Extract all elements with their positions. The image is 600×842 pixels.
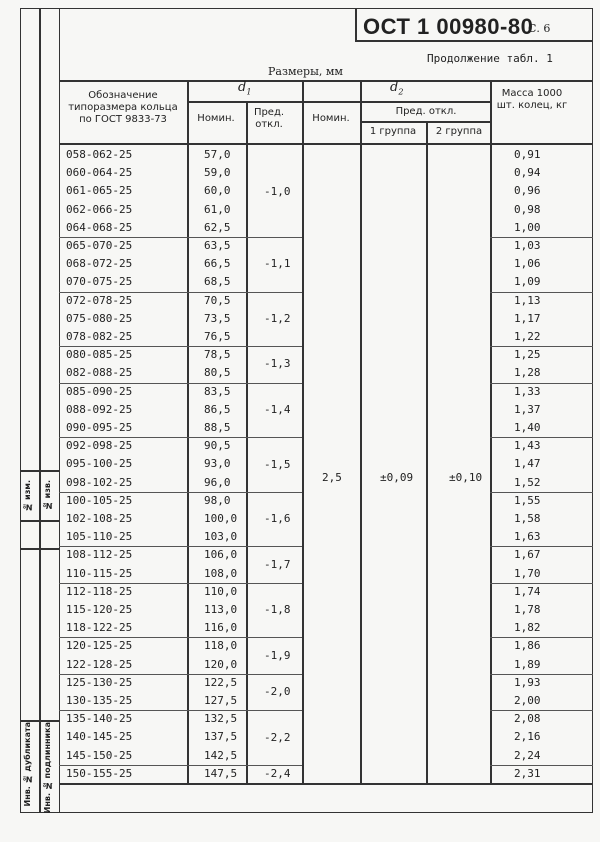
row-d1-tolerance: -1,9 [264, 648, 291, 662]
row-designation: 108-112-25 [66, 548, 133, 562]
row-designation: 088-092-25 [66, 402, 133, 416]
row-mass: 1,06 [514, 257, 541, 271]
row-designation: 105-110-25 [66, 530, 133, 544]
continuation-label: Продолжение табл. 1 [427, 52, 553, 65]
row-mass: 1,74 [514, 584, 541, 598]
d2-tol-group2-value: ±0,10 [449, 471, 483, 484]
side-strip-rule [20, 548, 59, 550]
row-mass: 1,89 [514, 657, 541, 671]
row-d1-nominal: 66,5 [204, 257, 231, 271]
table-rule [490, 710, 593, 711]
row-d1-nominal: 132,5 [204, 712, 238, 726]
table-rule [490, 346, 593, 347]
col-header-d2-nominal: Номин. [312, 113, 350, 124]
col-header-designation: Обозначение типоразмера кольца по ГОСТ 9833-73 [68, 90, 178, 125]
table-rule [490, 80, 492, 783]
row-d1-nominal: 68,5 [204, 275, 231, 289]
side-label-no-izm: № изм. [23, 480, 32, 512]
row-designation: 078-082-25 [66, 330, 133, 343]
row-d1-nominal: 108,0 [204, 566, 238, 580]
row-d1-nominal: 113,0 [204, 603, 238, 616]
row-mass: 1,55 [514, 493, 541, 507]
table-rule [302, 80, 304, 783]
row-mass: 1,52 [514, 475, 541, 489]
side-strip-rule [20, 470, 59, 472]
row-d1-tolerance: -1,7 [264, 557, 291, 571]
row-mass: 1,82 [514, 621, 541, 635]
row-d1-tolerance: -1,0 [264, 184, 291, 198]
row-mass: 0,98 [514, 202, 541, 216]
row-mass: 1,28 [514, 366, 541, 380]
row-d1-nominal: 61,0 [204, 202, 231, 216]
row-designation: 140-145-25 [66, 730, 133, 744]
table-rule [490, 637, 593, 638]
row-designation: 062-066-25 [66, 202, 133, 216]
row-designation: 118-122-25 [66, 621, 133, 635]
row-d1-nominal: 100,0 [204, 512, 238, 525]
row-designation: 080-085-25 [66, 348, 133, 362]
row-designation: 130-135-25 [66, 694, 133, 707]
row-designation: 072-078-25 [66, 293, 133, 307]
table-rule [490, 237, 593, 238]
row-mass: 1,33 [514, 384, 541, 398]
row-d1-nominal: 93,0 [204, 457, 231, 471]
table-rule [490, 546, 593, 547]
row-d1-nominal: 62,5 [204, 220, 231, 234]
row-mass: 2,16 [514, 730, 541, 744]
row-d1-tolerance: -2,0 [264, 685, 291, 698]
row-mass: 1,86 [514, 639, 541, 653]
row-designation: 058-062-25 [66, 148, 133, 161]
page-frame [59, 8, 593, 813]
row-designation: 125-130-25 [66, 675, 133, 689]
row-d1-nominal: 57,0 [204, 148, 231, 161]
table-rule [426, 121, 428, 783]
row-d1-tolerance: -2,2 [264, 730, 291, 744]
row-designation: 060-064-25 [66, 166, 133, 180]
row-d1-nominal: 86,5 [204, 402, 231, 416]
col-header-group2: 2 группа [435, 126, 483, 137]
row-d1-tolerance: -1,4 [264, 402, 291, 416]
d2-tol-group1-value: ±0,09 [380, 471, 414, 484]
row-d1-nominal: 116,0 [204, 621, 238, 635]
table-rule [490, 492, 593, 493]
row-d1-nominal: 70,5 [204, 293, 231, 307]
row-designation: 075-080-25 [66, 311, 133, 325]
row-mass: 1,09 [514, 275, 541, 289]
row-designation: 102-108-25 [66, 512, 133, 525]
page-number: С. 6 [528, 22, 551, 35]
row-d1-nominal: 59,0 [204, 166, 231, 180]
title-block-divider [355, 8, 357, 40]
table-rule [360, 80, 362, 783]
row-mass: 1,78 [514, 603, 541, 616]
document-number: ОСТ 1 00980-80 [363, 14, 534, 39]
table-rule [59, 80, 593, 82]
row-d1-nominal: 76,5 [204, 330, 231, 343]
row-mass: 1,37 [514, 402, 541, 416]
row-designation: 090-095-25 [66, 421, 133, 434]
row-d1-tolerance: -1,6 [264, 512, 291, 526]
row-d1-nominal: 90,5 [204, 439, 231, 453]
table-rule [490, 583, 593, 584]
row-designation: 112-118-25 [66, 584, 133, 598]
row-mass: 1,13 [514, 293, 541, 307]
row-d1-nominal: 96,0 [204, 475, 231, 489]
row-mass: 0,96 [514, 184, 541, 198]
table-rule [59, 143, 593, 145]
d2-nominal-value: 2,5 [322, 471, 342, 484]
row-designation: 065-070-25 [66, 239, 133, 252]
row-d1-nominal: 98,0 [204, 493, 231, 507]
row-d1-nominal: 118,0 [204, 639, 238, 653]
table-rule [246, 101, 248, 783]
row-mass: 1,40 [514, 421, 541, 434]
row-d1-tolerance: -1,5 [264, 457, 291, 471]
col-header-d1-tolerance: Пред. откл. [253, 107, 285, 130]
row-designation: 068-072-25 [66, 257, 133, 271]
row-d1-nominal: 63,5 [204, 239, 231, 252]
sizes-caption: Размеры, мм [268, 65, 343, 78]
row-d1-tolerance: -1,8 [264, 603, 291, 617]
row-d1-nominal: 137,5 [204, 730, 238, 744]
row-designation: 135-140-25 [66, 712, 133, 726]
table-rule [187, 80, 189, 783]
row-d1-nominal: 103,0 [204, 530, 238, 544]
table-rule [59, 783, 593, 785]
row-mass: 1,47 [514, 457, 541, 471]
row-designation: 145-150-25 [66, 748, 133, 762]
row-mass: 2,00 [514, 694, 541, 707]
row-d1-tolerance: -1,1 [264, 257, 291, 271]
side-strip-rule [20, 520, 59, 522]
row-designation: 092-098-25 [66, 439, 133, 453]
title-block-line [355, 40, 593, 42]
row-designation: 085-090-25 [66, 384, 133, 398]
col-header-d1-nominal: Номин. [197, 113, 235, 124]
col-header-d2-tolerance: Пред. откл. [395, 106, 457, 117]
row-designation: 082-088-25 [66, 366, 133, 380]
row-d1-nominal: 110,0 [204, 584, 238, 598]
row-mass: 1,22 [514, 330, 541, 343]
table-rule [490, 674, 593, 675]
side-strip-divider [39, 8, 41, 813]
row-d1-tolerance: -2,4 [264, 766, 291, 780]
row-designation: 115-120-25 [66, 603, 133, 616]
row-d1-nominal: 142,5 [204, 748, 238, 762]
row-designation: 070-075-25 [66, 275, 133, 289]
row-designation: 120-125-25 [66, 639, 133, 653]
table-rule [490, 292, 593, 293]
table-rule [490, 437, 593, 438]
table-rule [490, 765, 593, 766]
row-mass: 1,67 [514, 548, 541, 562]
table-rule [187, 101, 490, 103]
row-d1-nominal: 60,0 [204, 184, 231, 198]
col-header-mass: Масса 1000 шт. колец, кг [496, 88, 568, 111]
table-rule [360, 121, 490, 123]
side-label-no-izv: № изв. [43, 480, 52, 511]
side-label-original: Инв. № подлинника [43, 722, 52, 814]
row-designation: 098-102-25 [66, 475, 133, 489]
row-d1-nominal: 106,0 [204, 548, 238, 562]
row-d1-tolerance: -1,2 [264, 311, 291, 325]
row-d1-nominal: 80,5 [204, 366, 231, 380]
row-d1-nominal: 78,5 [204, 348, 231, 362]
row-d1-nominal: 122,5 [204, 675, 238, 689]
row-d1-nominal: 73,5 [204, 311, 231, 325]
row-designation: 095-100-25 [66, 457, 133, 471]
row-designation: 064-068-25 [66, 220, 133, 234]
row-mass: 1,17 [514, 311, 541, 325]
row-mass: 1,70 [514, 566, 541, 580]
row-designation: 100-105-25 [66, 493, 133, 507]
row-d1-tolerance: -1,3 [264, 357, 291, 371]
row-designation: 061-065-25 [66, 184, 133, 198]
row-d1-nominal: 88,5 [204, 421, 231, 434]
row-mass: 1,25 [514, 348, 541, 362]
table-rule [490, 383, 593, 384]
row-mass: 2,24 [514, 748, 541, 762]
row-d1-nominal: 147,5 [204, 766, 238, 780]
row-mass: 2,31 [514, 766, 541, 780]
row-mass: 1,93 [514, 675, 541, 689]
row-mass: 0,91 [514, 148, 541, 161]
row-designation: 150-155-25 [66, 766, 133, 780]
row-mass: 2,08 [514, 712, 541, 726]
row-mass: 1,03 [514, 239, 541, 252]
col-header-d2: $d_2$ [390, 80, 404, 97]
side-label-duplicate: Инв. № дубликата [23, 722, 32, 807]
row-d1-nominal: 83,5 [204, 384, 231, 398]
row-d1-nominal: 120,0 [204, 657, 238, 671]
row-mass: 1,00 [514, 220, 541, 234]
row-mass: 1,58 [514, 512, 541, 525]
row-designation: 110-115-25 [66, 566, 133, 580]
row-mass: 1,63 [514, 530, 541, 544]
row-designation: 122-128-25 [66, 657, 133, 671]
row-mass: 1,43 [514, 439, 541, 453]
col-header-group1: 1 группа [369, 126, 417, 137]
row-mass: 0,94 [514, 166, 541, 180]
col-header-d1: $d_1$ [238, 80, 252, 97]
row-d1-nominal: 127,5 [204, 694, 238, 707]
